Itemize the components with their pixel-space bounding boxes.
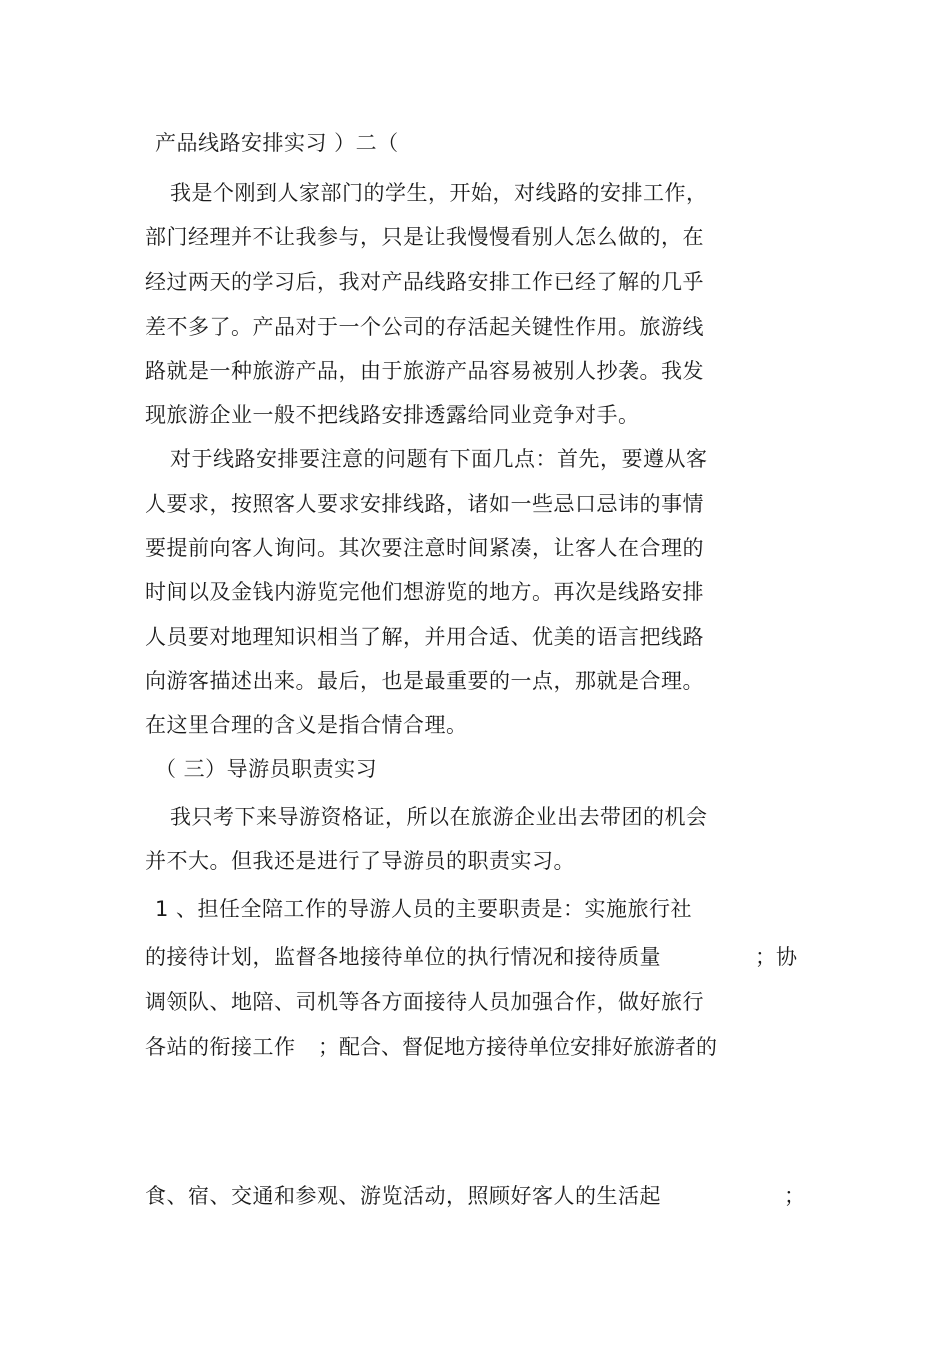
text-line: 的接待计划，监督各地接待单位的执行情况和接待质量 <box>145 945 661 969</box>
section-heading-3: （ 三）导游员职责实习 <box>155 757 378 781</box>
text-line: 各站的衔接工作 <box>145 1035 296 1059</box>
text-line: 调领队、地陪、司机等各方面接待人员加强合作，做好旅行 <box>145 990 704 1014</box>
text-line: 要提前向客人询问。其次要注意时间紧凑，让客人在合理的 <box>145 536 704 560</box>
text-line: 人要求，按照客人要求安排线路，诸如一些忌口忌讳的事情 <box>145 492 704 516</box>
text-line-tail: ；协 <box>755 945 797 969</box>
text-line: 食、宿、交通和参观、游览活动，照顾好客人的生活起 <box>145 1184 661 1208</box>
text-line: 并不大。但我还是进行了导游员的职责实习。 <box>145 849 575 873</box>
text-line: 人员要对地理知识相当了解，并用合适、优美的语言把线路 <box>145 625 704 649</box>
text-line: 对于线路安排要注意的问题有下面几点：首先，要遵从客 <box>170 447 708 471</box>
text-line: 路就是一种旅游产品，由于旅游产品容易被别人抄袭。我发 <box>145 359 704 383</box>
text-line: 差不多了。产品对于一个公司的存活起关键性作用。旅游线 <box>145 315 704 339</box>
text-line: 时间以及金钱内游览完他们想游览的地方。再次是线路安排 <box>145 580 704 604</box>
text-line: 部门经理并不让我参与，只是让我慢慢看别人怎么做的，在 <box>145 225 704 249</box>
text-line-tail: ；配合、督促地方接待单位安排好旅游者的 <box>318 1035 717 1059</box>
text-line: 经过两天的学习后，我对产品线路安排工作已经了解的几乎 <box>145 270 704 294</box>
cut-off-line-tail: ； <box>784 1184 805 1208</box>
text-line: 在这里合理的含义是指合情合理。 <box>145 713 468 737</box>
text-line: 向游客描述出来。最后，也是最重要的一点，那就是合理。 <box>145 669 704 693</box>
section-heading-2: 产品线路安排实习 ）二（ <box>155 131 399 155</box>
text-line: 现旅游企业一般不把线路安排透露给同业竞争对手。 <box>145 403 640 427</box>
cut-off-line <box>145 1182 705 1208</box>
text-line: 我是个刚到人家部门的学生，开始，对线路的安排工作， <box>170 181 708 205</box>
text-line: 1 、担任全陪工作的导游人员的主要职责是：实施旅行社 <box>155 897 693 921</box>
text-line: 我只考下来导游资格证，所以在旅游企业出去带团的机会 <box>170 805 708 829</box>
